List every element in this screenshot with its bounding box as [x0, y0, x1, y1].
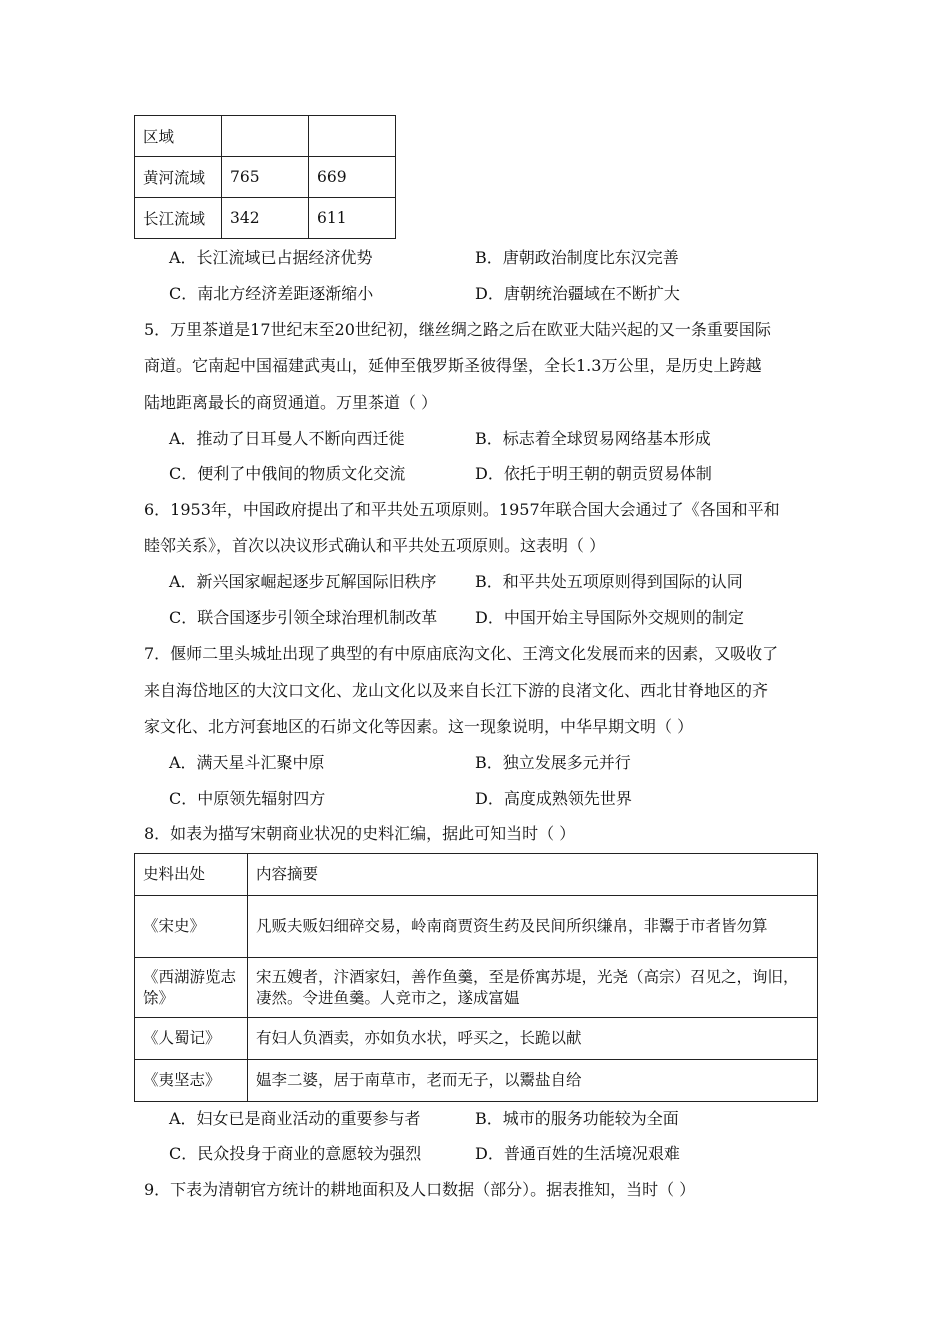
q5-option-c: C．便利了中俄间的物质文化交流 — [169, 464, 406, 483]
table-cell: 凡贩夫贩妇细碎交易，岭南商贾资生药及民间所织缣帛，非鬻于市者皆勿算 — [248, 896, 818, 958]
q6-option-c: C．联合国逐步引领全球治理机制改革 — [169, 608, 438, 627]
table-row — [135, 1060, 818, 1102]
table-cell — [309, 116, 396, 157]
table-row — [135, 854, 818, 896]
table-cell: 长江流域 — [135, 198, 222, 239]
table-cell: 342 — [222, 198, 309, 239]
q6-stem-line-2: 睦邻关系》，首次以决议形式确认和平共处五项原则。这表明（ ） — [144, 536, 606, 555]
q4-option-b: B．唐朝政治制度比东汉完善 — [475, 248, 679, 267]
q5-option-d: D．依托于明王朝的朝贡贸易体制 — [475, 464, 712, 483]
q6-option-b: B．和平共处五项原则得到国际的认同 — [475, 572, 743, 591]
q5-option-a: A．推动了日耳曼人不断向西迁徙 — [169, 429, 405, 448]
table-cell: 有妇人负酒卖，亦如负水状，呼买之，长跪以献 — [248, 1018, 818, 1060]
q7-option-c: C．中原领先辐射四方 — [169, 789, 326, 808]
q4-option-d: D．唐朝统治疆域在不断扩大 — [475, 284, 680, 303]
table-cell: 区域 — [135, 116, 222, 157]
q9-stem: 9．下表为清朝官方统计的耕地面积及人口数据（部分）。据表推知，当时（ ） — [144, 1180, 696, 1199]
table-cell: 《西湖游览志馀》 — [135, 958, 248, 1018]
q5-stem-line-1: 5．万里茶道是17世纪末至20世纪初，继丝绸之路之后在欧亚大陆兴起的又一条重要国际 — [144, 320, 771, 339]
q6-stem-line-1: 6．1953年，中国政府提出了和平共处五项原则。1957年联合国大会通过了《各国和平和 — [144, 500, 780, 519]
q6-option-d: D．中国开始主导国际外交规则的制定 — [475, 608, 744, 627]
q6-option-a: A．新兴国家崛起逐步瓦解国际旧秩序 — [169, 572, 437, 591]
q8-stem: 8．如表为描写宋朝商业状况的史料汇编，据此可知当时（ ） — [144, 824, 576, 843]
table-row — [135, 958, 818, 1018]
q7-stem-line-1: 7．偃师二里头城址出现了典型的有中原庙底沟文化、王湾文化发展而来的因素，又吸收了 — [144, 644, 779, 663]
table-header-cell: 史料出处 — [135, 854, 248, 896]
q8-option-a: A．妇女已是商业活动的重要参与者 — [169, 1109, 421, 1128]
table-row — [135, 198, 396, 239]
q4-option-a: A．长江流域已占据经济优势 — [169, 248, 373, 267]
q5-option-b: B．标志着全球贸易网络基本形成 — [475, 429, 711, 448]
table-header-cell: 内容摘要 — [248, 854, 818, 896]
table-cell: 《夷坚志》 — [135, 1060, 248, 1102]
table-cell: 611 — [309, 198, 396, 239]
q5-stem-line-2: 商道。它南起中国福建武夷山，延伸至俄罗斯圣彼得堡，全长1.3万公里，是历史上跨越 — [144, 356, 762, 375]
song-sources-table — [134, 853, 818, 1102]
q8-option-d: D．普通百姓的生活境况艰难 — [475, 1144, 680, 1163]
q7-option-d: D．高度成熟领先世界 — [475, 789, 632, 808]
q7-stem-line-2: 来自海岱地区的大汶口文化、龙山文化以及来自长江下游的良渚文化、西北甘脊地区的齐 — [144, 681, 769, 700]
table-cell — [222, 116, 309, 157]
q8-option-b: B．城市的服务功能较为全面 — [475, 1109, 679, 1128]
table-cell: 黄河流域 — [135, 157, 222, 198]
table-row — [135, 896, 818, 958]
table-cell: 宋五嫂者，汴酒家妇，善作鱼羹，至是侨寓苏堤，光尧（高宗）召见之，询旧，凄然。令进鱼羹。人竞市之，遂成富媪 — [248, 958, 818, 1018]
region-table — [134, 115, 396, 239]
table-cell: 媪李二婆，居于南草市，老而无子，以鬻盐自给 — [248, 1060, 818, 1102]
q7-option-b: B．独立发展多元并行 — [475, 753, 631, 772]
table-row — [135, 1018, 818, 1060]
table-row — [135, 116, 396, 157]
q7-stem-line-3: 家文化、北方河套地区的石峁文化等因素。这一现象说明，中华早期文明（ ） — [144, 717, 694, 736]
q8-option-c: C．民众投身于商业的意愿较为强烈 — [169, 1144, 422, 1163]
q7-option-a: A．满天星斗汇聚中原 — [169, 753, 325, 772]
q4-option-c: C．南北方经济差距逐渐缩小 — [169, 284, 374, 303]
table-cell: 669 — [309, 157, 396, 198]
table-cell: 《人蜀记》 — [135, 1018, 248, 1060]
table-cell: 765 — [222, 157, 309, 198]
table-row — [135, 157, 396, 198]
q5-stem-line-3: 陆地距离最长的商贸通道。万里茶道（ ） — [144, 393, 438, 412]
table-cell: 《宋史》 — [135, 896, 248, 958]
